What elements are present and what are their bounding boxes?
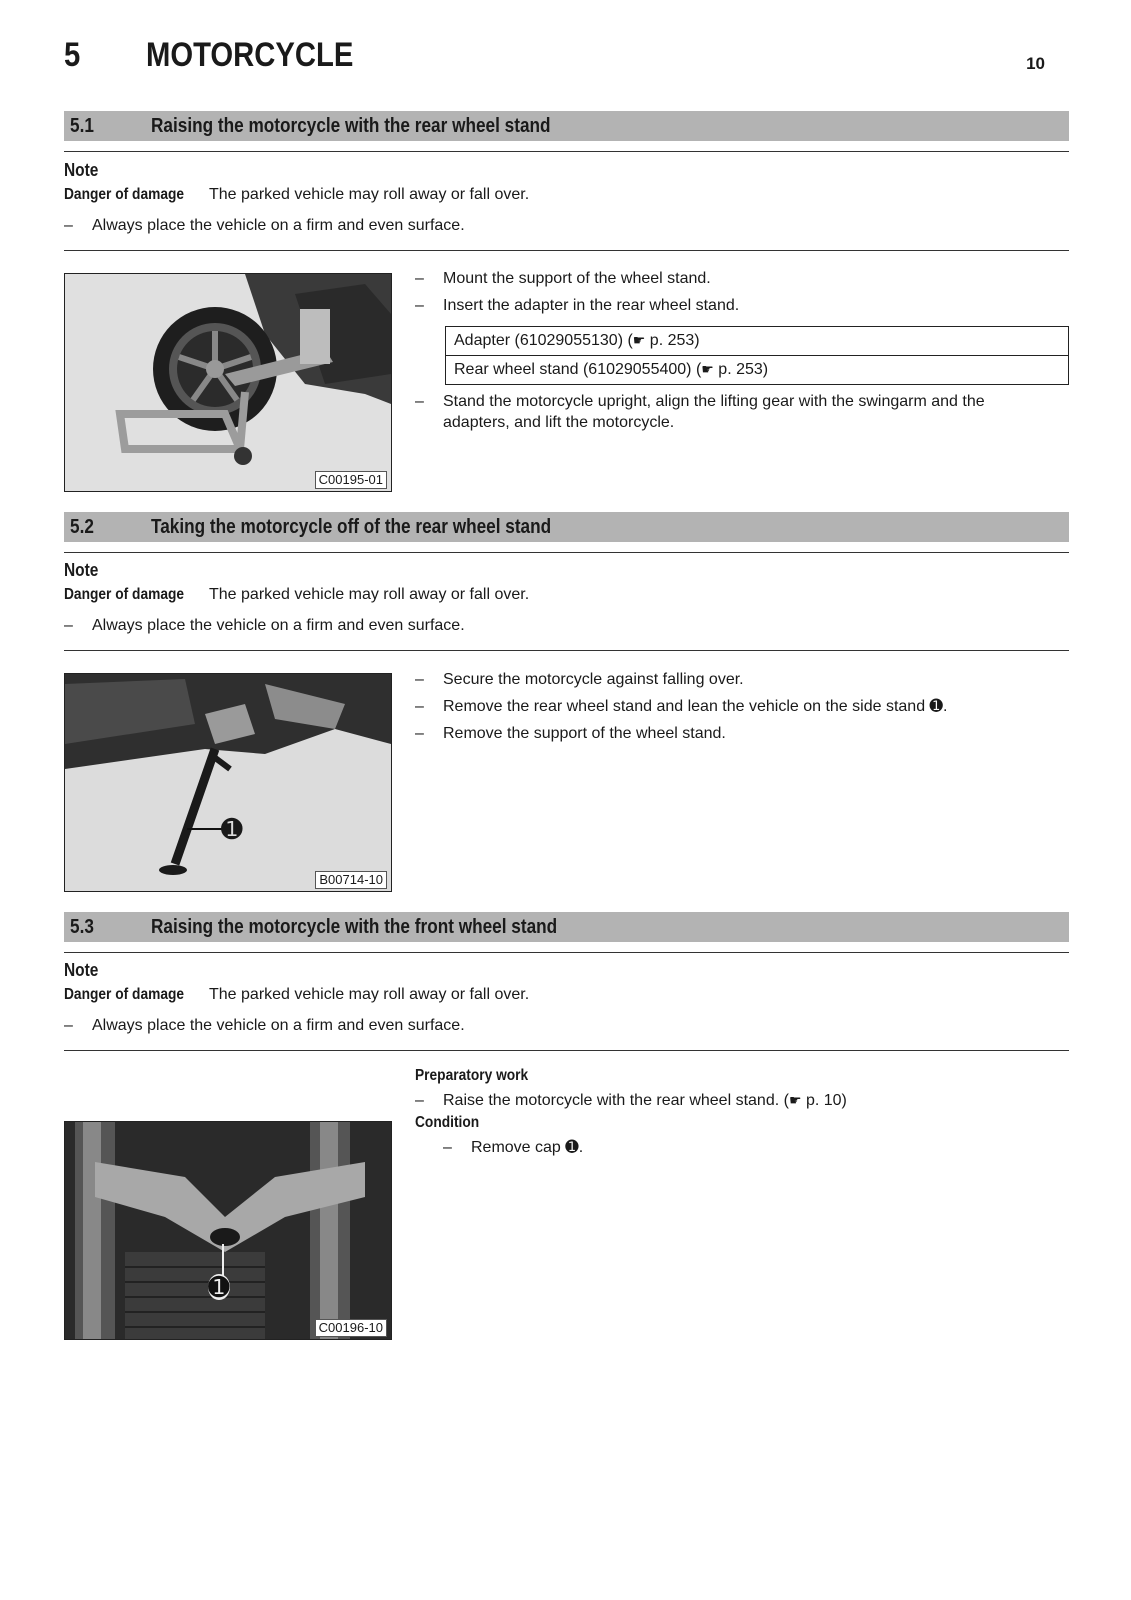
pointer-icon: ☛ <box>632 332 646 348</box>
dash: – <box>64 217 73 234</box>
dash: – <box>415 671 424 688</box>
figure-rear-wheel-stand <box>64 273 392 492</box>
divider <box>64 151 1069 152</box>
step-text-group <box>443 696 947 717</box>
step-text: Remove the rear wheel stand and lean the vehicle on the side stand <box>443 698 926 715</box>
danger-label: Danger of damage <box>64 986 185 1003</box>
preparatory-heading: Preparatory work <box>415 1067 529 1084</box>
danger-text: The parked vehicle may roll away or fall over. <box>209 186 530 203</box>
table-row <box>446 327 1069 356</box>
note-step-text: Always place the vehicle on a firm and even surface. <box>92 1017 465 1034</box>
section-header-5-2 <box>64 512 1069 542</box>
step-text: Mount the support of the wheel stand. <box>443 270 711 287</box>
section-number: 5.1 <box>70 115 94 137</box>
table-row <box>446 356 1069 385</box>
step-text: Stand the motorcycle upright, align the lifting gear with the swingarm and the <box>443 393 985 410</box>
step-text: Remove cap <box>471 1139 561 1156</box>
danger-text: The parked vehicle may roll away or fall over. <box>209 986 530 1003</box>
step-text: Insert the adapter in the rear wheel stand. <box>443 297 740 314</box>
page-ref-link[interactable]: p. 253) <box>645 332 700 349</box>
front-fork-illustration <box>65 1122 391 1339</box>
figure-code: C00196-10 <box>315 1319 387 1337</box>
note-heading: Note <box>64 160 99 180</box>
figure-code: C00195-01 <box>315 471 387 489</box>
side-stand-illustration <box>65 674 391 891</box>
divider <box>64 250 1069 251</box>
condition-heading: Condition <box>415 1114 480 1131</box>
dash: – <box>415 698 424 715</box>
callout-1-icon: ➊ <box>565 1139 579 1156</box>
step-item <box>415 391 1065 433</box>
divider <box>64 1050 1069 1051</box>
note-step-text: Always place the vehicle on a firm and even surface. <box>92 617 465 634</box>
divider <box>64 952 1069 953</box>
step-text: Secure the motorcycle against falling over. <box>443 671 744 688</box>
section-header-5-1 <box>64 111 1069 141</box>
page-ref-link[interactable]: p. 10) <box>801 1092 847 1109</box>
figure-side-stand <box>64 673 392 892</box>
period: . <box>578 1139 584 1156</box>
callout-1-icon: ➊ <box>208 1272 230 1302</box>
figure-front-cap <box>64 1121 392 1340</box>
dash: – <box>415 1092 424 1109</box>
section-header-5-3 <box>64 912 1069 942</box>
section-title: Raising the motorcycle with the front wheel stand <box>151 916 558 938</box>
callout-1-icon: ➊ <box>929 698 943 715</box>
period: . <box>942 698 948 715</box>
note-step-text: Always place the vehicle on a firm and even surface. <box>92 217 465 234</box>
dash: – <box>443 1139 452 1156</box>
dash: – <box>64 1017 73 1034</box>
page-ref-link[interactable]: p. 253) <box>713 361 769 378</box>
section-title: Taking the motorcycle off of the rear wheel stand <box>151 516 552 538</box>
section-title: Raising the motorcycle with the rear wheel stand <box>151 115 551 137</box>
chapter-title: MOTORCYCLE <box>146 36 354 74</box>
step-text-group <box>443 1090 847 1111</box>
dash: – <box>415 725 424 742</box>
danger-label: Danger of damage <box>64 586 185 603</box>
tool-name: Rear wheel stand (61029055400) ( <box>454 361 702 378</box>
pointer-icon: ☛ <box>701 361 714 377</box>
step-text-group <box>471 1137 583 1158</box>
note-heading: Note <box>64 960 99 980</box>
danger-text: The parked vehicle may roll away or fall over. <box>209 586 530 603</box>
callout-1-icon: ➊ <box>221 814 243 844</box>
tool-table <box>445 326 1069 385</box>
step-text: Remove the support of the wheel stand. <box>443 725 726 742</box>
chapter-number: 5 <box>64 36 81 74</box>
dash: – <box>415 393 424 410</box>
note-heading: Note <box>64 560 99 580</box>
pointer-icon: ☛ <box>788 1092 802 1108</box>
page-number: 10 <box>1026 54 1045 73</box>
dash: – <box>64 617 73 634</box>
dash: – <box>415 297 424 314</box>
divider <box>64 552 1069 553</box>
divider <box>64 650 1069 651</box>
rear-wheel-stand-illustration <box>65 274 391 491</box>
danger-label: Danger of damage <box>64 186 185 203</box>
section-number: 5.3 <box>70 916 94 938</box>
figure-code: B00714-10 <box>315 871 387 889</box>
table-cell <box>446 327 1069 356</box>
tool-name: Adapter (61029055130) ( <box>454 332 633 349</box>
section-number: 5.2 <box>70 516 94 538</box>
step-text: Raise the motorcycle with the rear wheel stand. ( <box>443 1092 789 1109</box>
step-text-continued: adapters, and lift the motorcycle. <box>443 414 675 431</box>
table-cell <box>446 356 1069 385</box>
dash: – <box>415 270 424 287</box>
